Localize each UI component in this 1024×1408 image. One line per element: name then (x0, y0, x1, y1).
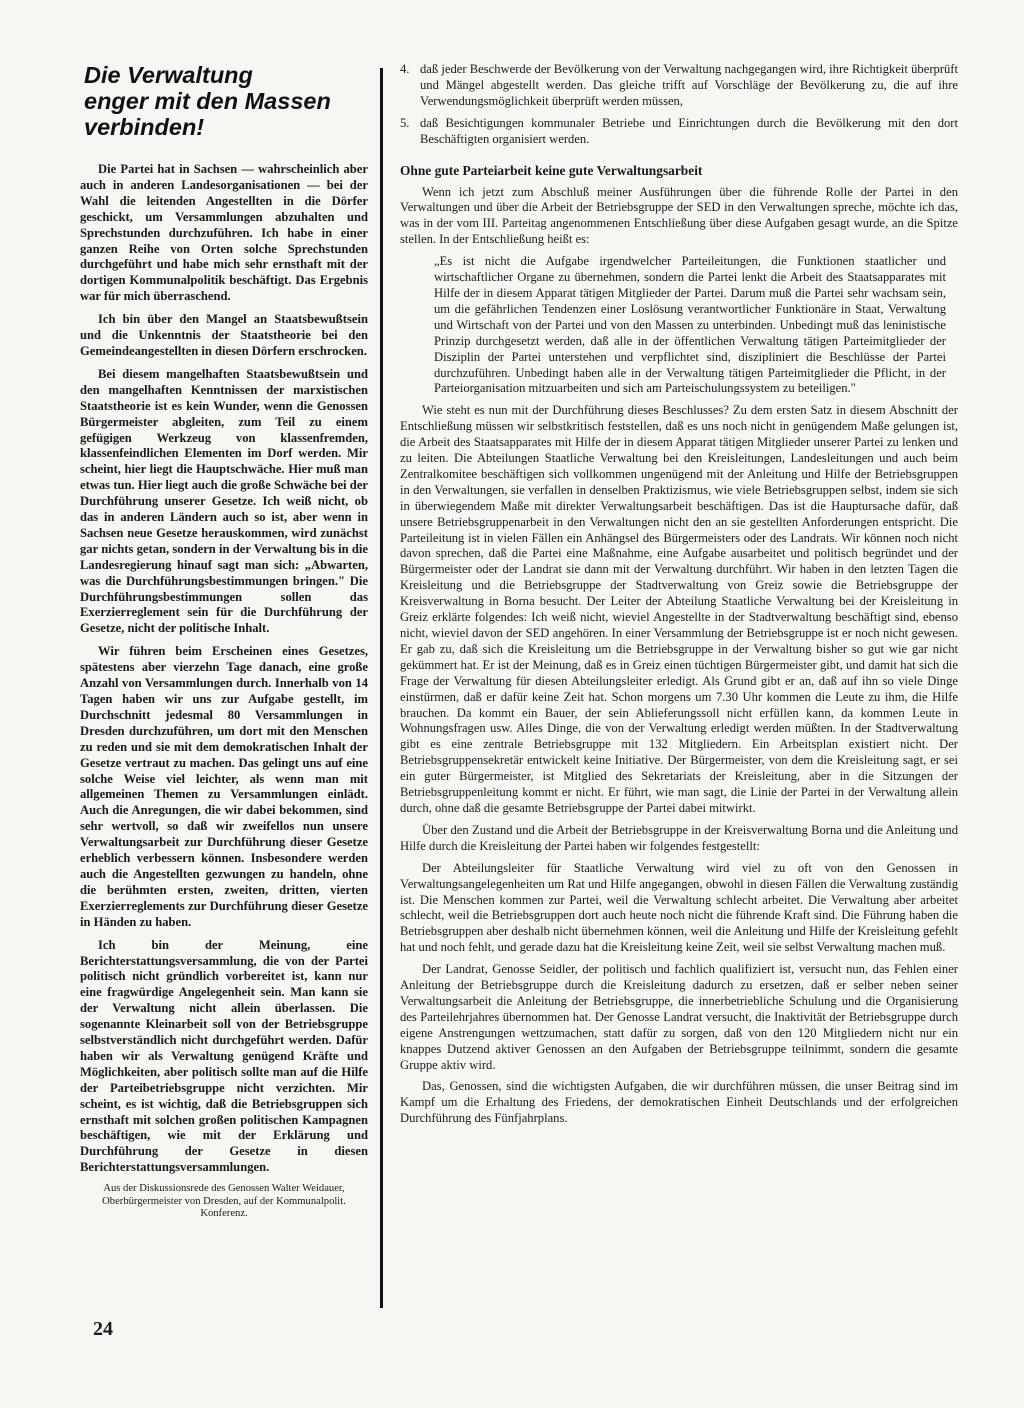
list-number: 5. (400, 115, 410, 130)
source-note: Aus der Diskussionsrede des Genossen Walter Weidauer, Oberbürgermeister von Dresden, auf der Kommunalpolit. Konferenz. (102, 1183, 346, 1220)
list-text: daß Besichtigungen kommunaler Betriebe und Einrichtungen durch die Bevölkerung mit den dort Beschäftigten organisiert werden. (420, 115, 958, 146)
left-paragraph: Wir führen beim Erscheinen eines Gesetzes, spätestens aber vierzehn Tage danach, eine große Anzahl von Versammlungen durch. Innerhalb von 14 Tagen haben wir uns zur Aufgabe gestellt, im Durchschnitt jedesmal 80 Versammlungen in Dresden durchzuführen, um dort mit den Menschen zu reden und sie mit dem demokratischen Inhalt der Gesetze vertraut zu machen. Das gelingt uns auf eine solche Weise viel leichter, als wenn man mit allgemeinen Themen zu Versammlungen einlädt. Auch die Anregungen, die wir dabei bekommen, sind sehr wertvoll, so daß wir zweifellos nun unsere Verwaltungsarbeit zur Durchführung dieser Gesetze erheblich verbessern können. Insbesondere werden auch die Angestellten gezwungen zu handeln, ohne die berühmten ersten, zweiten, dritten, vierten Exerzierreglements zur Durchführung dieser Gesetze in Händen zu haben. (80, 644, 368, 929)
title-line: enger mit den Massen (84, 88, 331, 114)
intro-paragraph: Wenn ich jetzt zum Abschluß meiner Ausführungen über die führende Rolle der Partei in den Verwaltungen und über die Arbeit der Betriebsgruppe der SED in den Verwaltungen spreche, möchte ich das, was in der vom III. Parteitag angenommenen Entschließung über diese Aufgaben gesagt wurde, an die Spitze stellen. In der Entschließung heißt es: (400, 184, 958, 247)
right-paragraph: Das, Genossen, sind die wichtigsten Aufgaben, die wir durchführen müssen, die unser Beitrag sind im Kampf um die Erhaltung des Friedens, der demokratischen Einheit Deutschlands und der erfolgreichen Durchführung des Fünfjahrplans. (400, 1079, 958, 1126)
right-paragraph: Der Landrat, Genosse Seidler, der politisch und fachlich qualifiziert ist, versucht nun, das Fehlen einer Anleitung der Betriebsgruppe durch die Kreisleitung dadurch zu ersetzen, daß er selber neben seiner Verwaltungsarbeit die Anleitung der Betriebsgruppe, die innerbetriebliche Schulung und die Organisierung des Parteilehrjahres übernommen hat. Der Genosse Landrat versucht, die Inaktivität der Betriebsgruppe durch eigene Anstrengungen wettzumachen, statt dafür zu sorgen, daß von den 120 Mitgliedern nicht nur ein knappes Dutzend aktiver Genossen an den Aufgaben der Betriebsgruppe teilnimmt, sondern die gesamte Gruppe aktiv wird. (400, 962, 958, 1072)
left-paragraph: Ich bin über den Mangel an Staatsbewußtsein und die Unkenntnis der Staatstheorie bei den Gemeindeangestellten in diesen Dörfern erschrocken. (80, 312, 368, 358)
right-paragraph: Wie steht es nun mit der Durchführung dieses Beschlusses? Zu dem ersten Satz in diesem Abschnitt der Entschließung müssen wir selbstkritisch feststellen, daß es uns noch nicht in genügendem Maße gelungen ist, die Arbeit des Staatsapparates mit Hilfe der in diesem Apparat tätigen Mitglieder unserer Partei zu lenken und zu leiten. Die Abteilungen Staatliche Verwaltung bei den Kreisleitungen, Landesleitungen und auch beim Zentralkomitee beschäftigen sich vollkommen ungenügend mit der Anleitung und Hilfe der Betriebsgruppen in den Verwaltungen, sie verfallen in denselben Praktizismus, wie viele Betriebsgruppen selbst, indem sie sich in überwiegendem Maße mit direkter Verwaltungsarbeit beschäftigen. Das ist die Hauptursache dafür, daß unsere Betriebsgruppenarbeit in den Verwaltungen nicht den an sie gestellten Anforderungen entspricht. Die Parteileitung ist in vielen Fällen ein Anhängsel des Bürgermeisters oder des Landrats. Wir können noch nicht davon sprechen, daß die Partei eine Maßnahme, eine Aufgabe ausarbeitet und politisch begründet und der Bürgermeister oder der Landrat sie dann mit der Verwaltung durchführt. Wir haben in den letzten Tagen die Kreisleitung und die Betriebsgruppe der Stadtverwaltung von Greiz sowie die Betriebsgruppe der Kreisverwaltung in Borna besucht. Der Leiter der Abteilung Staatliche Verwaltung bei der Kreisleitung in Greiz erklärte folgendes: Ich weiß nicht, wieviel Angestellte in der Stadtverwaltung beschäftigt sind, ebenso nicht, wieviel davon der SED angehören. In einer Versammlung der Betriebsgruppe ist er noch nicht gewesen. Er gab zu, daß sich die Kreisleitung um die Betriebsgruppe in der Verwaltung bisher so gut wie gar nicht gekümmert hat. Er ist der Meinung, daß es in Greiz einen tüchtigen Bürgermeister gibt, und damit hat sich die Frage der Verwaltung für diesen Abteilungsleiter erledigt. Als Grund gibt er an, daß auf ihn so viele Dinge einstürmen, daß er dafür keine Zeit hat. Schon morgens um 7.30 Uhr kommen die Leute zu ihm, die Hilfe brauchen. Da kommt ein Bauer, der sein Ablieferungssoll nicht erfüllen kann, da kommen Leute in Wohnungsfragen usw. Alles Dinge, die von der Verwaltung erledigt werden müßten. In der Stadtverwaltung gibt es eine zentrale Betriebsgruppe mit 132 Mitgliedern. Ein Arbeitsplan existiert nicht. Der Betriebsgruppensekretär entwickelt keine Initiative. Der Bürgermeister, von dem die Kreisleitung sagt, er sei ein guter Bürgermeister, ist Mitglied des Sekretariats der Kreisleitung, aber in die Sitzungen der Betriebsgruppenleitung kommt er nicht. Er führt, wie man sagt, die Linie der Partei in der Verwaltung allein durch, ohne daß die gesamte Betriebsgruppe der Partei dabei mitwirkt. (400, 403, 958, 815)
left-column (80, 62, 368, 1221)
list-text: daß jeder Beschwerde der Bevölkerung von der Verwaltung nachgegangen wird, ihre Richtigkeit überprüft und Mängel abgestellt werden. Das gleiche trifft auf Vorschläge der Bevölkerung zu, die auf ihre Verwendungsmöglichkeit überprüft werden müssen, (420, 62, 958, 108)
list-item (400, 62, 958, 110)
quote-text: „Es ist nicht die Aufgabe irgendwelcher Parteileitungen, die Funktionen staatlicher und wirtschaftlicher Organe zu übernehmen, sondern die Partei lenkt die Arbeit des Staatsapparates mit Hilfe der in diesem Apparat tätigen Mitglieder der Partei. Darum muß die Partei sehr wachsam sein, um die gefährlichen Tendenzen einer Loslösung verantwortlicher Funktionäre in Staat, Verwaltung und Wirtschaft von der Partei und von den Massen zu unterbinden. Unbedingt muß das leninistische Prinzip durchgesetzt werden, daß alle in der öffentlichen Verwaltung tätigen Parteimitglieder der Disziplin der Partei unterstehen und verpflichtet sind, diszipliniert die Beschlüsse der Partei durchzuführen. Unbedingt haben alle in der Verwaltung tätigen Parteimitglieder die Pflicht, in der Parteiorganisation mitzuarbeiten und sich am Parteischulungssystem zu beteiligen." (434, 254, 946, 396)
column-divider (380, 68, 383, 1308)
right-column (400, 62, 958, 1133)
section-heading: Ohne gute Parteiarbeit keine gute Verwaltungsarbeit (400, 162, 703, 178)
left-paragraph: Ich bin der Meinung, eine Berichterstattungsversammlung, die von der Partei politisch nicht gründlich vorbereitet ist, kann nur eine fragwürdige Angelegenheit sein. Man kann sie der Verwaltung nicht allein überlassen. Die sogenannte Kleinarbeit soll von der Betriebsgruppe selbstverständlich nicht durchgeführt werden. Dafür haben wir als Verwaltung genügend Kräfte und Möglichkeiten, aber politisch sollte man auf die Hilfe der Parteibetriebsgruppe nicht verzichten. Mir scheint, es ist wichtig, daß die Betriebsgruppen sich ernsthaft mit solchen großen politischen Kampagnen beschäftigen, wie mit der Erklärung und Durchführung der Gesetze in diesen Berichterstattungsversammlungen. (80, 937, 368, 1175)
page-number: 24 (93, 1318, 113, 1340)
right-paragraph: Der Abteilungsleiter für Staatliche Verwaltung wird viel zu oft von den Genossen in Verwaltungsangelegenheiten um Rat und Hilfe angegangen, obwohl in diesen Fällen die Verwaltung zuständig ist. Die Menschen kommen zur Partei, weil die Verwaltung schlecht arbeitet. Die Verwaltung aber arbeitet schlecht, weil die Betriebsgruppen dort auch heute noch nicht die führende Kraft sind. Die Führung haben die Betriebsgruppen aber deshalb nicht übernehmen können, weil die Anleitung und Hilfe der Kreisleitung gefehlt hat und noch fehlt, und gerade dazu hat die Kreisleitung keine Zeit, weil sie selbst Verwaltung machen muß. (400, 860, 958, 955)
title-line: verbinden! (84, 114, 205, 140)
list-number: 4. (400, 62, 410, 76)
list-item (400, 116, 958, 148)
left-paragraph: Bei diesem mangelhaften Staatsbewußtsein und den mangelhaften Kenntnissen der marxistischen Staatstheorie ist es kein Wunder, wenn die Genossen Bürgermeister abgleiten, zum Teil zu einem gefügigen Werkzeug von klassenfremden, klassenfeindlichen Elementen im Dorf werden. Mir scheint, hier liegt die Hauptschwäche. Hier muß man etwas tun. Hier liegt auch die große Schwäche bei der Durchführung unserer Gesetze. Ich weiß nicht, ob das in anderen Ländern auch so ist, aber wenn in Sachsen neue Gesetze herauskommen, wird zunächst gar nichts getan, sondern in der Verwaltung bis in die Landesregierung hinauf sagt man sich: „Abwarten, was die Durchführungsbestimmungen bringen." Die Durchführungsbestimmungen sollen das Exerzierreglement sein für die Durchführung der Gesetze, nicht der politische Inhalt. (80, 366, 368, 636)
left-paragraph: Die Partei hat in Sachsen — wahrscheinlich aber auch in anderen Landesorganisationen — bei der Wahl die leitenden Angestellten in die Dörfer geschickt, um Versammlungen abzuhalten und Sprechstunden durchzuführen. Ich habe in einer ganzen Reihe von Orten solche Sprechstunden durchgeführt und habe mich sehr ernsthaft mit der dortigen Kommunalpolitik beschäftigt. Das Ergebnis war für mich überraschend. (80, 162, 368, 304)
right-paragraph: Über den Zustand und die Arbeit der Betriebsgruppe in der Kreisverwaltung Borna und die Anleitung und Hilfe durch die Kreisleitung der Partei haben wir folgendes festgestellt: (400, 822, 958, 853)
resolution-quote (400, 254, 958, 397)
article-title (84, 62, 368, 140)
title-line: Die Verwaltung (84, 62, 253, 88)
